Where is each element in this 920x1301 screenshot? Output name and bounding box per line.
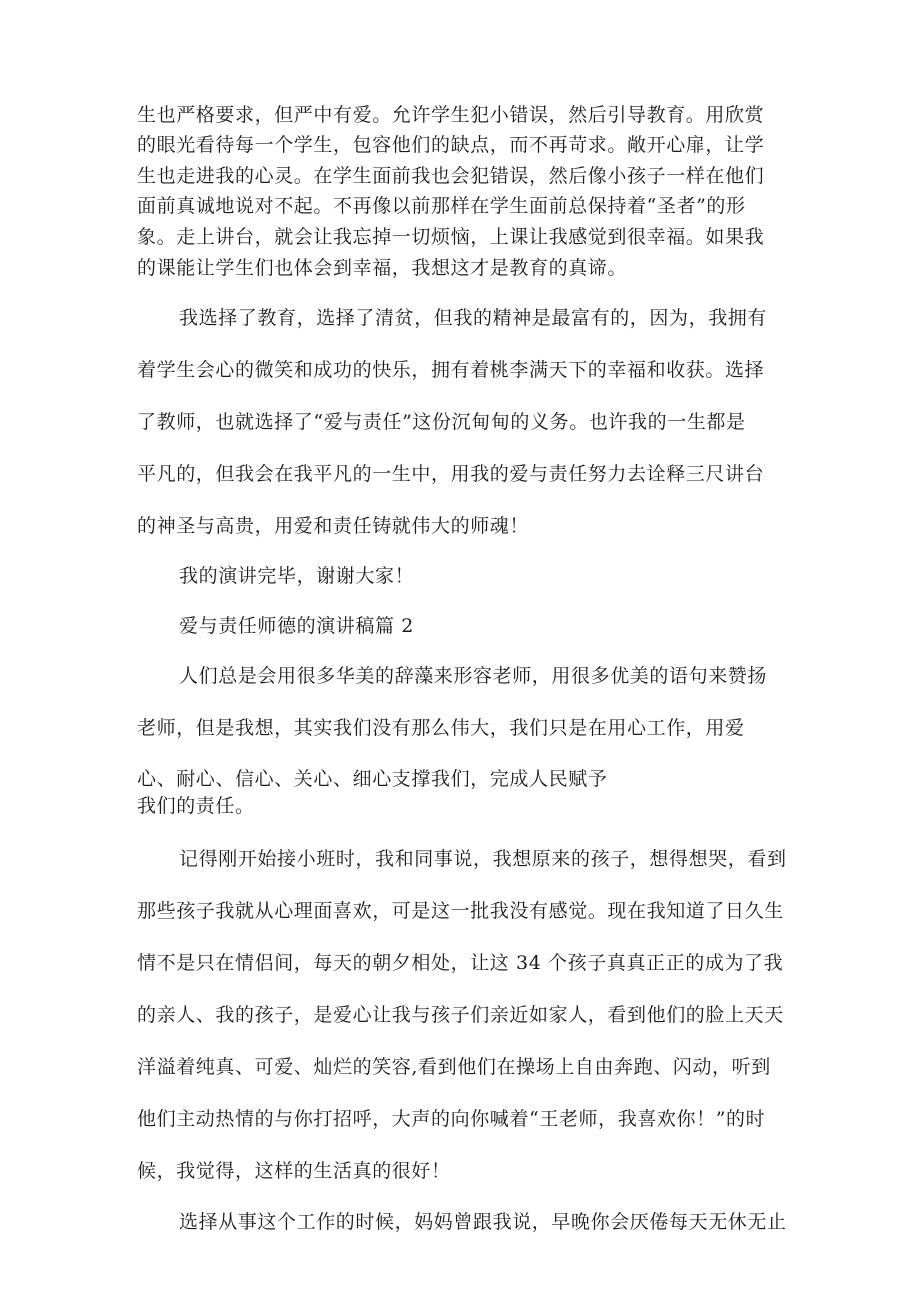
paragraph-3-line-3: 心、耐心、信心、关心、细心支撑我们，完成人民赋予 bbox=[137, 768, 608, 790]
paragraph-2-line-3: 了教师，也就选择了“爱与责任”这份沉甸甸的义务。也许我的一生都是 bbox=[137, 411, 746, 433]
paragraph-4-line-2: 那些孩子我就从心理面喜欢，可是这一批我没有感觉。现在我知道了日久生 bbox=[137, 900, 784, 922]
paragraph-1-line-5: 象。走上讲台，就会让我忘掉一切烦恼，上课让我感觉到很幸福。如果我 bbox=[137, 226, 765, 248]
paragraph-4-line-6: 他们主动热情的与你打招呼，大声的向你喊着“王老师，我喜欢你！”的时 bbox=[137, 1108, 766, 1130]
section-heading: 爱与责任师德的演讲稿篇 2 bbox=[179, 615, 414, 637]
paragraph-1-line-2: 的眼光看待每一个学生，包容他们的缺点，而不再苛求。敞开心扉，让学 bbox=[137, 134, 765, 156]
paragraph-5-line-1: 选择从事这个工作的时候，妈妈曾跟我说，早晚你会厌倦每天无休无止 bbox=[179, 1211, 787, 1233]
paragraph-3-line-1: 人们总是会用很多华美的辞藻来形容老师，用很多优美的语句来赞扬 bbox=[179, 665, 768, 687]
paragraph-3-line-4: 我们的责任。 bbox=[137, 795, 255, 817]
paragraph-4-line-3: 情不是只在情侣间，每天的朝夕相处，让这 34 个孩子真真正正的成为了我 bbox=[137, 952, 784, 974]
paragraph-1-line-3: 生也走进我的心灵。在学生面前我也会犯错误，然后像小孩子一样在他们 bbox=[137, 165, 765, 187]
paragraph-4-line-4: 的亲人、我的孩子，是爱心让我与孩子们亲近如家人，看到他们的脸上天天 bbox=[137, 1004, 784, 1026]
paragraph-1-line-1: 生也严格要求，但严中有爱。允许学生犯小错误，然后引导教育。用欣赏 bbox=[137, 104, 765, 126]
paragraph-1-line-6: 的课能让学生们也体会到幸福，我想这才是教育的真谛。 bbox=[137, 257, 628, 279]
paragraph-4-line-1: 记得刚开始接小班时，我和同事说，我想原来的孩子，想得想哭，看到 bbox=[179, 848, 787, 870]
paragraph-1-line-4: 面前真诚地说对不起。不再像以前那样在学生面前总保持着“圣者”的形 bbox=[137, 195, 746, 217]
paragraph-4-line-7: 候，我觉得，这样的生活真的很好！ bbox=[137, 1160, 451, 1182]
paragraph-2-line-4: 平凡的，但我会在我平凡的一生中，用我的爱与责任努力去诠释三尺讲台 bbox=[137, 463, 765, 485]
closing-line: 我的演讲完毕，谢谢大家！ bbox=[179, 565, 415, 587]
paragraph-4-line-5: 洋溢着纯真、可爱、灿烂的笑容,看到他们在操场上自由奔跑、闪动，听到 bbox=[137, 1056, 771, 1078]
paragraph-2-line-2: 着学生会心的微笑和成功的快乐，拥有着桃李满天下的幸福和收获。选择 bbox=[137, 359, 765, 381]
paragraph-2-line-1: 我选择了教育，选择了清贫，但我的精神是最富有的，因为，我拥有 bbox=[179, 307, 768, 329]
paragraph-2-line-5: 的神圣与高贵，用爱和责任铸就伟大的师魂！ bbox=[137, 515, 530, 537]
paragraph-3-line-2: 老师，但是我想，其实我们没有那么伟大，我们只是在用心工作，用爱 bbox=[137, 717, 745, 739]
